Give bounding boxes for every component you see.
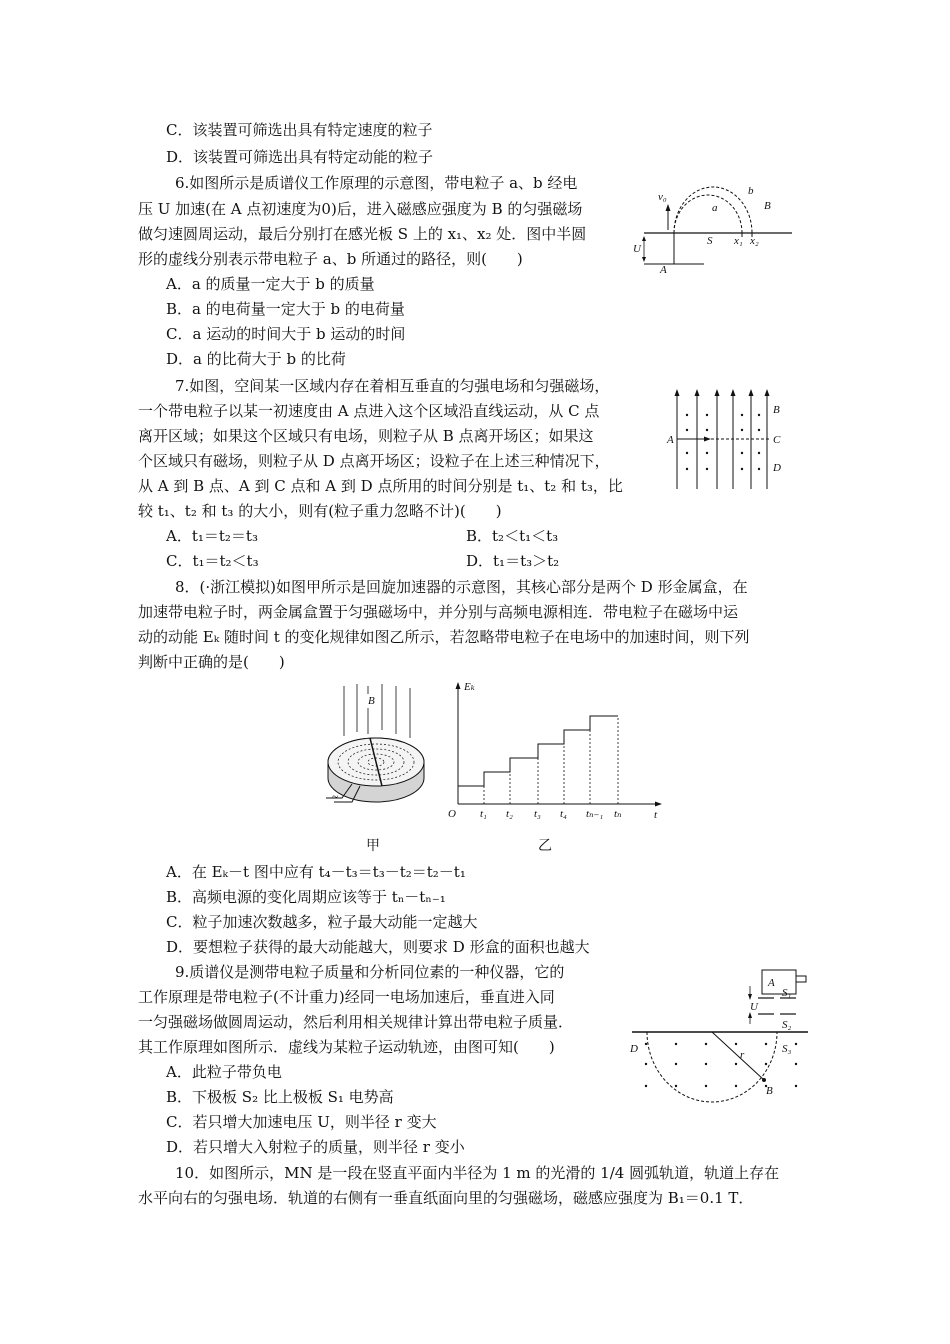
q9-option-c: C．若只增大加速电压 U，则半径 r 变大 <box>166 1113 437 1131</box>
q7-fig-A-label: A <box>667 434 674 446</box>
q6-stem-line-1: 6.如图所示是质谱仪工作原理的示意图，带电粒子 a、b 经电 <box>175 174 578 192</box>
q8-figure-jia-caption: 甲 <box>366 838 380 854</box>
q8-option-b: B．高频电源的变化周期应该等于 tₙ－tₙ₋₁ <box>166 888 446 906</box>
q6-stem-line-2: 压 U 加速(在 A 点初速度为0)后，进入磁感应强度为 B 的匀强磁场 <box>138 200 583 218</box>
q6-fig-x2-label: x₂ <box>750 235 759 247</box>
q7-fig-D-label: D <box>773 462 781 474</box>
q7-stem-line-3: 离开区域；如果这个区域只有电场，则粒子从 B 点离开场区；如果这 <box>138 427 594 445</box>
q9-fig-B-label: B <box>766 1085 773 1097</box>
q9-fig-D-label: D <box>630 1043 638 1055</box>
q9-stem-line-2: 工作原理是带电粒子(不计重力)经同一电场加速后，垂直进入同 <box>138 988 555 1006</box>
q9-fig-S3-label: S₃ <box>782 1043 792 1055</box>
ek-tick-label: tₙ <box>614 808 622 820</box>
q8-jia-B-label: B <box>368 695 375 707</box>
q6-stem-line-3: 做匀速圆周运动，最后分别打在感光板 S 上的 x₁、x₂ 处．图中半圆 <box>138 225 587 243</box>
q7-option-b: B．t₂＜t₁＜t₃ <box>466 527 559 545</box>
q9-stem-line-4: 其工作原理如图所示．虚线为某粒子运动轨迹，由图可知( ) <box>138 1038 555 1056</box>
q5-option-c: C．该装置可筛选出具有特定速度的粒子 <box>166 121 433 139</box>
q8-figure-yi-caption: 乙 <box>538 838 552 854</box>
q8-stem-line-3: 动的动能 Eₖ 随时间 t 的变化规律如图乙所示，若忽略带电粒子在电场中的加速时间，则下列 <box>138 628 750 646</box>
q8-figure-yi <box>444 676 674 826</box>
q6-fig-U-label: U <box>633 243 641 255</box>
q9-option-b: B．下极板 S₂ 比上极板 S₁ 电势高 <box>166 1088 394 1106</box>
q6-fig-v0-label: v₀ <box>658 191 667 203</box>
q9-fig-S1-label: S₁ <box>782 987 792 999</box>
q7-fig-B-label: B <box>773 404 780 416</box>
q5-option-d: D．该装置可筛选出具有特定动能的粒子 <box>166 148 434 166</box>
q9-fig-r-label: r <box>740 1049 745 1061</box>
q6-figure <box>630 178 800 278</box>
q6-fig-S-label: S <box>707 235 713 247</box>
q7-option-c: C．t₁＝t₂＜t₃ <box>166 552 259 570</box>
q10-stem-line-2: 水平向右的匀强电场．轨道的右侧有一垂直纸面向里的匀强磁场，磁感应强度为 B₁＝0.1 T． <box>138 1189 754 1207</box>
q10-stem-line-1: 10．如图所示，MN 是一段在竖直平面内半径为 1 m 的光滑的 1/4 圆弧轨道，轨道上存在 <box>175 1164 780 1182</box>
q7-fig-C-label: C <box>773 434 781 446</box>
q6-option-d: D．a 的比荷大于 b 的比荷 <box>166 350 346 368</box>
q9-stem-line-1: 9.质谱仪是测带电粒子质量和分析同位素的一种仪器，它的 <box>175 963 565 981</box>
q7-figure <box>665 385 795 495</box>
q9-fig-S2-label: S₂ <box>782 1019 792 1031</box>
q7-stem-line-6: 较 t₁、t₂ 和 t₃ 的大小，则有(粒子重力忽略不计)( ) <box>138 502 502 520</box>
q8-stem-line-4: 判断中正确的是( ) <box>138 653 285 671</box>
q6-fig-a-label: a <box>712 202 718 214</box>
q8-option-d: D．要想粒子获得的最大动能越大，则要求 D 形盒的面积也越大 <box>166 938 590 956</box>
q6-fig-A-label: A <box>660 264 667 276</box>
ek-tick-label: tₙ₋₁ <box>586 808 604 820</box>
q9-figure <box>624 966 814 1116</box>
q8-stem-line-2: 加速带电粒子时，两金属盒置于匀强磁场中，并分别与高频电源相连．带电粒子在磁场中运 <box>138 603 739 621</box>
q8-yi-ylabel: Eₖ <box>464 681 475 693</box>
q6-stem-line-4: 形的虚线分别表示带电粒子 a、b 所通过的路径，则( ) <box>138 250 523 268</box>
q9-fig-A-label: A <box>768 977 775 989</box>
q9-option-d: D．若只增大入射粒子的质量，则半径 r 变小 <box>166 1138 465 1156</box>
q8-option-a: A．在 Eₖ－t 图中应有 t₄－t₃＝t₃－t₂＝t₂－t₁ <box>166 863 466 881</box>
q7-stem-line-2: 一个带电粒子以某一初速度由 A 点进入这个区域沿直线运动，从 C 点 <box>138 402 600 420</box>
q8-yi-xlabel: t <box>654 809 658 821</box>
q9-stem-line-3: 一匀强磁场做圆周运动，然后利用相关规律计算出带电粒子质量． <box>138 1013 574 1031</box>
svg-text:~: ~ <box>332 791 338 803</box>
q8-option-c: C．粒子加速次数越多，粒子最大动能一定越大 <box>166 913 478 931</box>
q7-option-a: A．t₁＝t₂＝t₃ <box>166 527 258 545</box>
q6-option-b: B．a 的电荷量一定大于 b 的电荷量 <box>166 300 405 318</box>
q8-yi-origin: O <box>448 808 456 820</box>
q8-stem-line-1: 8．(·浙江模拟)如图甲所示是回旋加速器的示意图，其核心部分是两个 D 形金属盒，在 <box>175 578 748 596</box>
q9-fig-U-label: U <box>750 1001 758 1013</box>
ek-tick-label: t₂ <box>506 808 513 820</box>
q9-option-a: A．此粒子带负电 <box>166 1063 282 1081</box>
q6-option-a: A．a 的质量一定大于 b 的质量 <box>166 275 375 293</box>
ek-tick-label: t₄ <box>560 808 567 820</box>
q7-option-d: D．t₁＝t₃＞t₂ <box>466 552 560 570</box>
q6-fig-x1-label: x₁ <box>734 235 743 247</box>
q6-fig-B-label: B <box>764 200 771 212</box>
q6-fig-b-label: b <box>748 185 754 197</box>
q7-stem-line-4: 个区域只有磁场，则粒子从 D 点离开场区；设粒子在上述三种情况下， <box>138 452 610 470</box>
ek-tick-label: t₁ <box>480 808 487 820</box>
q7-stem-line-5: 从 A 到 B 点、A 到 C 点和 A 到 D 点所用的时间分别是 t₁、t₂ 和 t₃，比 <box>138 477 623 495</box>
ek-tick-label: t₃ <box>534 808 541 820</box>
q7-stem-line-1: 7.如图，空间某一区域内存在着相互垂直的匀强电场和匀强磁场， <box>175 377 610 395</box>
q8-figure-jia <box>312 680 432 810</box>
q6-option-c: C．a 运动的时间大于 b 运动的时间 <box>166 325 406 343</box>
